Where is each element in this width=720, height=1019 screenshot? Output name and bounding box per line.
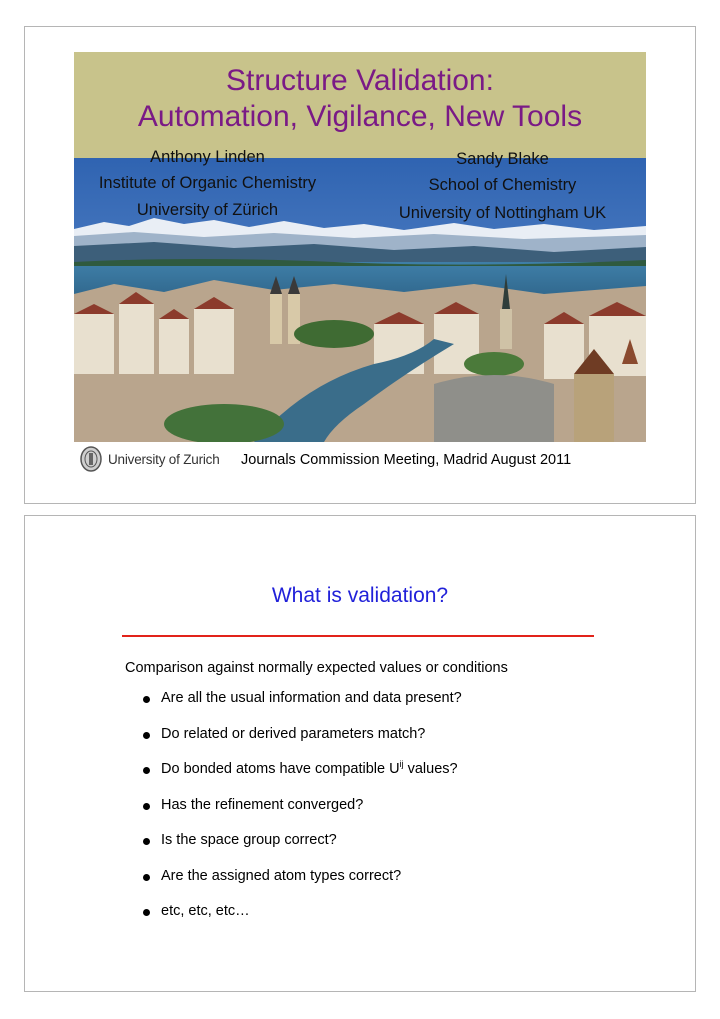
title-slide — [24, 26, 696, 504]
author-left-university: University of Zürich — [136, 201, 279, 219]
bullet-icon — [143, 696, 150, 703]
bullet-icon — [143, 732, 150, 739]
validation-slide — [24, 515, 696, 992]
list-item: Do related or derived parameters match? — [143, 726, 462, 762]
university-logo — [80, 445, 220, 473]
bullet-icon — [143, 909, 150, 916]
bullet-icon — [143, 767, 150, 774]
bullet-list — [143, 690, 462, 939]
author-right-institute: School of Chemistry — [428, 176, 577, 194]
title-divider — [122, 635, 594, 637]
list-item: etc, etc, etc… — [143, 903, 462, 939]
author-left-name: Anthony Linden — [150, 148, 265, 166]
meeting-caption: Journals Commission Meeting, Madrid August 2011 — [241, 452, 572, 468]
title-band — [74, 52, 646, 158]
author-right-university: University of Nottingham UK — [398, 204, 607, 222]
author-right-name: Sandy Blake — [456, 150, 549, 168]
list-item: Are the assigned atom types correct? — [143, 868, 462, 904]
intro-text: Comparison against normally expected values or conditions — [125, 660, 508, 676]
list-item: Has the refinement converged? — [143, 797, 462, 833]
list-item: Is the space group correct? — [143, 832, 462, 868]
title-line-2: Automation, Vigilance, New Tools — [137, 100, 583, 133]
bullet-icon — [143, 838, 150, 845]
university-seal-icon — [80, 446, 102, 472]
bullet-icon — [143, 803, 150, 810]
title-line-1: Structure Validation: — [226, 64, 494, 97]
university-logo-text: University of Zurich — [108, 451, 220, 467]
slide-title: What is validation? — [271, 584, 449, 607]
list-item: Are all the usual information and data present? — [143, 690, 462, 726]
author-left-institute: Institute of Organic Chemistry — [98, 174, 317, 192]
list-item: Do bonded atoms have compatible $U^{ij}$ values? — [143, 761, 462, 797]
bullet-icon — [143, 874, 150, 881]
